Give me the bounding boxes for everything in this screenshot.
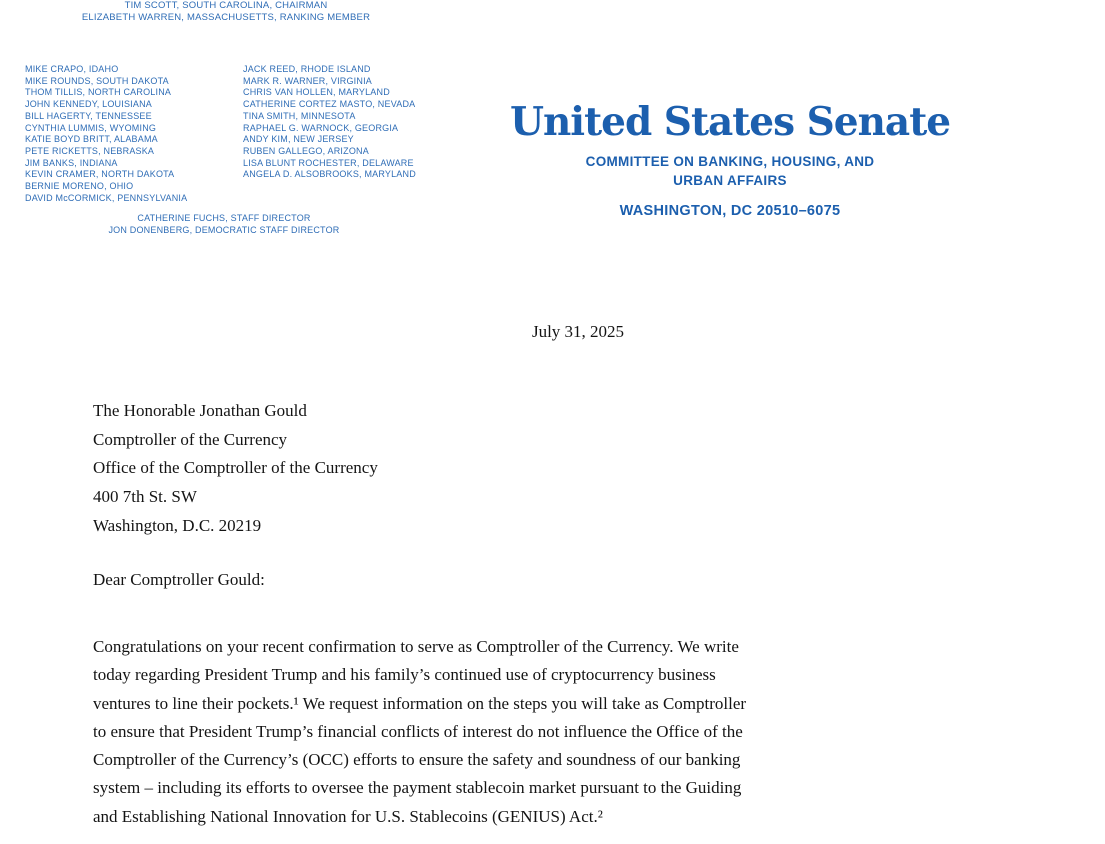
member-name: RAPHAEL G. WARNOCK, GEORGIA [243,122,399,133]
letter-body [93,633,1078,831]
member-name: DAVID McCORMICK, PENNSYLVANIA [25,192,188,203]
body-line: Congratulations on your recent confirmation to serve as Comptroller of the Currency. We write [93,637,739,656]
staff-directors [0,213,448,237]
member-name: JIM BANKS, INDIANA [25,157,118,168]
senate-wordmark: United States Senate [509,99,951,145]
committee-name-line-1: COMMITTEE ON BANKING, HOUSING, AND [585,154,875,169]
body-line: today regarding President Trump and his family’s continued use of cryptocurrency business [93,665,716,685]
staff-director-line: CATHERINE FUCHS, STAFF DIRECTOR [137,213,311,223]
committee-name [460,152,1000,190]
recipient-line: Washington, D.C. 20219 [93,515,262,535]
recipient-address [93,397,378,541]
committee-name-line-2: URBAN AFFAIRS [673,173,787,188]
member-name: BILL HAGERTY, TENNESSEE [25,110,152,121]
member-name: RUBEN GALLEGO, ARIZONA [243,145,369,156]
member-name: KEVIN CRAMER, NORTH DAKOTA [25,169,175,180]
recipient-line: Office of the Comptroller of the Currency [93,458,378,478]
body-line: to ensure that President Trump’s financial conflicts of interest do not influence the Office of the [93,721,743,741]
salutation: Dear Comptroller Gould: [93,570,265,589]
member-name: TINA SMITH, MINNESOTA [243,110,356,121]
body-line: and Establishing National Innovation for U.S. Stablecoins (GENIUS) Act.² [93,806,603,826]
member-name: ANDY KIM, NEW JERSEY [243,134,354,145]
member-name: THOM TILLIS, NORTH CAROLINA [25,87,172,98]
members-column-right [243,64,416,181]
member-name: LISA BLUNT ROCHESTER, DELAWARE [243,157,414,168]
members-column-left [25,64,187,204]
recipient-line: 400 7th St. SW [93,487,197,507]
member-name: PETE RICKETTS, NEBRASKA [25,145,155,156]
member-name: BERNIE MORENO, OHIO [25,181,134,192]
body-line: Comptroller of the Currency’s (OCC) efforts to ensure the safety and soundness of our banking [93,750,741,770]
member-name: ANGELA D. ALSOBROOKS, MARYLAND [243,169,416,180]
member-name: MARK R. WARNER, VIRGINIA [243,75,372,86]
member-name: MIKE ROUNDS, SOUTH DAKOTA [25,75,169,86]
letter-date: July 31, 2025 [531,322,625,341]
member-name: CHRIS VAN HOLLEN, MARYLAND [243,87,390,98]
member-name: MIKE CRAPO, IDAHO [25,64,119,74]
ranking-member-line: ELIZABETH WARREN, MASSACHUSETTS, RANKING MEMBER [81,11,371,23]
recipient-line: The Honorable Jonathan Gould [93,401,307,420]
member-name: CYNTHIA LUMMIS, WYOMING [25,122,157,133]
democratic-staff-director-line: JON DONENBERG, DEMOCRATIC STAFF DIRECTOR [108,224,340,235]
member-name: JACK REED, RHODE ISLAND [243,64,371,74]
body-line: ventures to line their pockets.¹ We request information on the steps you will take as Comptroller [93,693,747,713]
committee-leadership [0,0,452,23]
member-name: CATHERINE CORTEZ MASTO, NEVADA [243,99,416,110]
member-name: JOHN KENNEDY, LOUISIANA [25,99,152,110]
body-line: system – including its efforts to oversee the payment stablecoin market pursuant to the Guiding [93,778,742,798]
recipient-line: Comptroller of the Currency [93,429,288,449]
member-name: KATIE BOYD BRITT, ALABAMA [25,134,158,145]
chairman-line: TIM SCOTT, SOUTH CAROLINA, CHAIRMAN [124,0,328,11]
committee-location: WASHINGTON, DC 20510–6075 [619,203,841,219]
